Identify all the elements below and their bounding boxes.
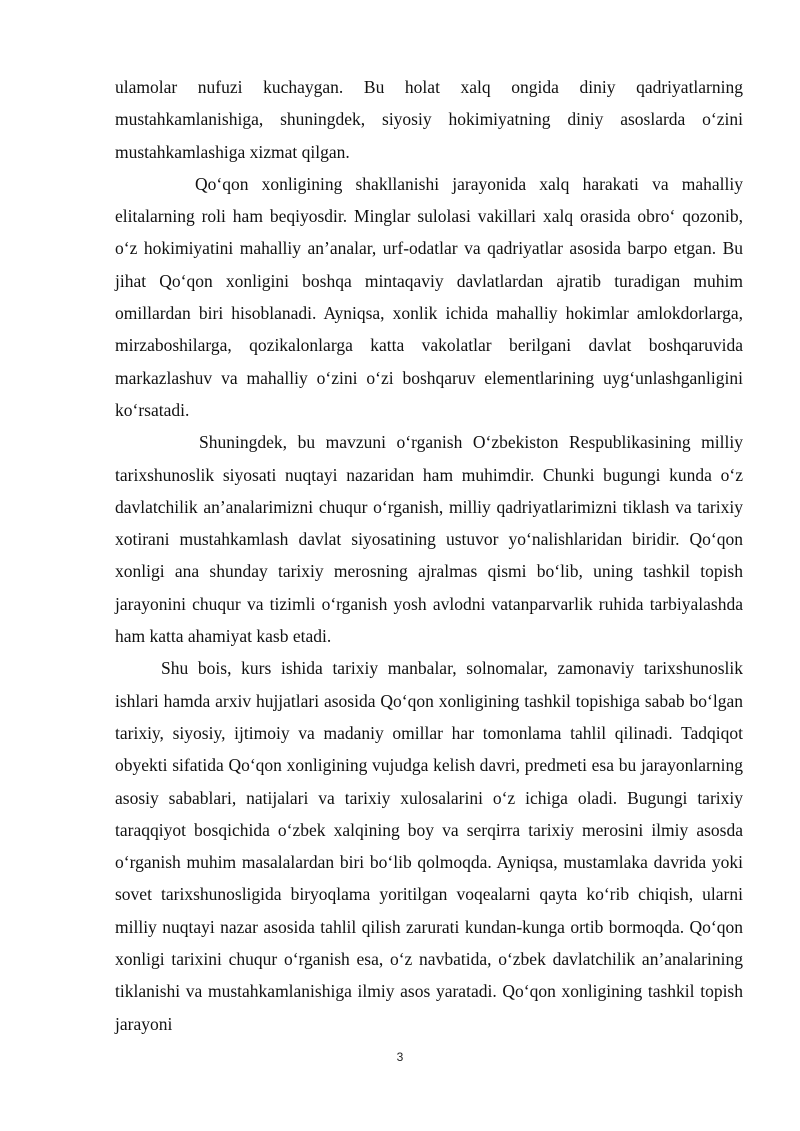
paragraph-1: ulamolar nufuzi kuchaygan. Bu holat xalq ongida diniy qadriyatlarning mustahkamlanishiga, shuningdek, siyosiy hokimiyatning diniy asoslarda o‘zini mustahkamlashiga xizmat qilgan.	[115, 77, 743, 162]
paragraph-2: Qo‘qon xonligining shakllanishi jarayonida xalq harakati va mahalliy elitalarning roli ham beqiyosdir. Minglar sulolasi vakillari xalq orasida obro‘ qozonib, o‘z hokimiyatini mahalliy an’analar, urf-odatlar va qadriyatlar asosida barpo etgan. Bu jihat Qo‘qon xonligini boshqa mintaqaviy davlatlardan ajratib turadigan muhim omillardan biri hisoblanadi. Ayniqsa, xonlik ichida mahalliy hokimlar amlokdorlarga, mirzaboshilarga, qozikalonlarga katta vakolatlar berilgani davlat boshqaruvida markazlashuv va mahalliy o‘zini o‘zi boshqaruv elementlarining uyg‘unlashganligini ko‘rsatadi.	[115, 173, 743, 420]
page-number: 3	[396, 1050, 404, 1064]
paragraph-3: Shuningdek, bu mavzuni o‘rganish O‘zbekiston Respublikasining milliy tarixshunoslik siyosati nuqtayi nazaridan ham muhimdir. Chunki bugungi kunda o‘z davlatchilik an’analarimizni chuqur o‘rganish, milliy qadriyatlarimizni tiklash va tarixiy xotirani mustahkamlash davlat siyosatining ustuvor yo‘nalishlaridan biridir. Qo‘qon xonligi ana shunday tarixiy merosning ajralmas qismi bo‘lib, uning tashkil topish jarayonini chuqur va tizimli o‘rganish yosh avlodni vatanparvarlik ruhida tarbiyalashda ham katta ahamiyat kasb etadi.	[115, 432, 743, 647]
body-text	[115, 71, 743, 1040]
paragraph-4: Shu bois, kurs ishida tarixiy manbalar, solnomalar, zamonaviy tarixshunoslik ishlari hamda arxiv hujjatlari asosida Qo‘qon xonligining tashkil topishiga sabab bo‘lgan tarixiy, siyosiy, ijtimoiy va madaniy omillar har tomonlama tahlil qilinadi. Tadqiqot obyekti sifatida Qo‘qon xonligining vujudga kelish davri, predmeti esa bu jarayonlarning asosiy sabablari, natijalari va tarixiy xulosalarini o‘z ichiga oladi. Bugungi tarixiy taraqqiyot bosqichida o‘zbek xalqining boy va serqirra tarixiy merosini ilmiy asosda o‘rganish muhim masalalardan biri bo‘lib qolmoqda. Ayniqsa, mustamlaka davrida yoki sovet tarixshunosligida biryoqlama yoritilgan voqealarni qayta ko‘rib chiqish, ularni milliy nuqtayi nazar asosida tahlil qilish zarurati kundan-kunga ortib bormoqda. Qo‘qon xonligi tarixini chuqur o‘rganish esa, o‘z navbatida, o‘zbek davlatchilik an’analarining tiklanishi va mustahkamlanishiga ilmiy asos yaratadi. Qo‘qon xonligining tashkil topish jarayoni	[115, 658, 743, 1034]
